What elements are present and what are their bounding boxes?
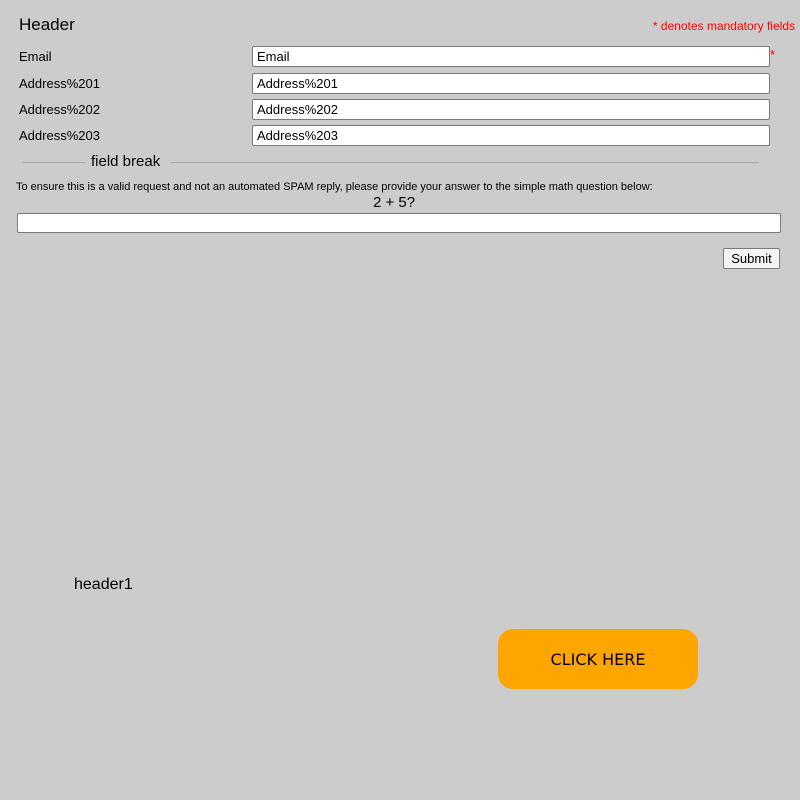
- mandatory-fields-note: * denotes mandatory fields: [652, 19, 795, 33]
- field-break-divider: [22, 152, 759, 172]
- section-header: header1: [74, 576, 133, 593]
- submit-button[interactable]: Submit: [723, 248, 780, 269]
- click-here-button[interactable]: CLICK HERE: [498, 629, 698, 689]
- field-break-label: field break: [91, 153, 161, 170]
- email-input[interactable]: [252, 46, 770, 67]
- email-row: [0, 46, 800, 68]
- address3-label: Address%203: [19, 128, 100, 143]
- captcha-answer-input[interactable]: [17, 213, 781, 233]
- address1-row: [0, 73, 800, 95]
- address3-input[interactable]: [252, 125, 770, 146]
- required-marker: *: [770, 47, 776, 62]
- divider-line-left: [22, 162, 86, 163]
- captcha-question: 2 + 5?: [372, 194, 416, 211]
- address1-label: Address%201: [19, 76, 100, 91]
- captcha-instructions: To ensure this is a valid request and not an automated SPAM reply, please provide your answer to the simple math question below:: [16, 181, 653, 193]
- divider-line-right: [170, 162, 759, 163]
- address1-input[interactable]: [252, 73, 770, 94]
- form-header: Header: [19, 15, 75, 34]
- address2-input[interactable]: [252, 99, 770, 120]
- address3-row: [0, 125, 800, 147]
- address2-row: [0, 99, 800, 121]
- address2-label: Address%202: [19, 102, 100, 117]
- email-label: Email: [19, 49, 52, 64]
